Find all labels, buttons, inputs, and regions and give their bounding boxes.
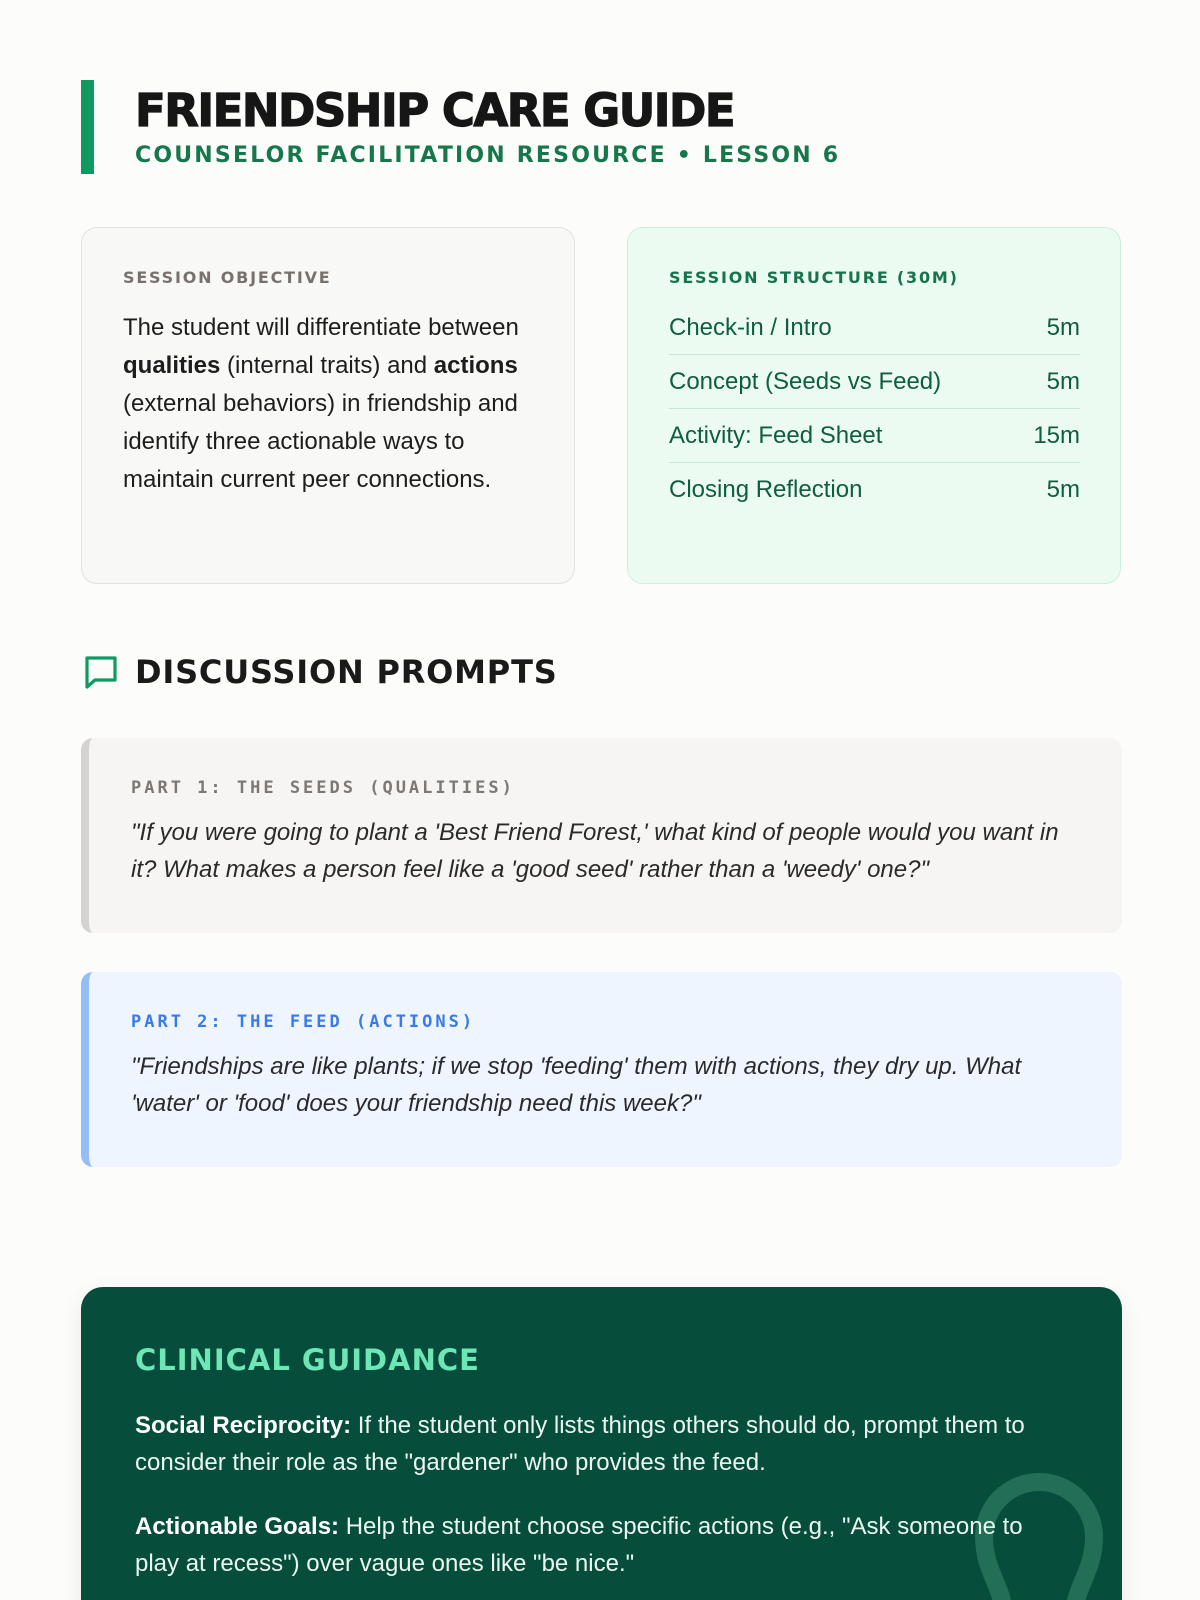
discussion-prompts-title: DISCUSSION PROMPTS xyxy=(135,653,558,691)
structure-row xyxy=(669,301,1080,355)
objective-text-part: The student will differentiate between xyxy=(123,314,519,341)
structure-row-name: Closing Reflection xyxy=(669,476,863,503)
structure-row-name: Check-in / Intro xyxy=(669,313,832,341)
structure-row-name: Concept (Seeds vs Feed) xyxy=(669,367,942,395)
session-structure-card xyxy=(627,227,1121,584)
structure-row xyxy=(669,355,1080,409)
objective-bold-qualities: qualities xyxy=(123,352,221,379)
guidance-item-lead: Social Reciprocity: xyxy=(135,1412,352,1439)
session-structure-label: SESSION STRUCTURE (30M) xyxy=(669,268,959,287)
prompt-label: PART 2: THE FEED (ACTIONS) xyxy=(131,1012,476,1032)
structure-row-duration: 5m xyxy=(1046,367,1080,395)
page-title: FRIENDSHIP CARE GUIDE xyxy=(135,84,735,137)
objective-bold-actions: actions xyxy=(433,352,518,379)
prompt-text: "If you were going to plant a 'Best Friend Forest,' what kind of people would you want in it? What makes a person feel like a 'good seed' rather than a 'weedy' one?" xyxy=(131,819,1059,883)
structure-row-duration: 5m xyxy=(1046,476,1080,503)
guidance-item-text: If the student only lists things others should do, prompt them to consider their role as the "gardener" who provides the feed. xyxy=(135,1412,1025,1476)
structure-row-duration: 15m xyxy=(1033,421,1080,449)
guidance-item-text: Help the student choose specific actions (e.g., "Ask someone to play at recess") over vague ones like "be nice." xyxy=(135,1513,1023,1577)
clinical-guidance-panel xyxy=(81,1287,1122,1600)
discussion-prompts-heading xyxy=(81,652,558,692)
session-objective-label: SESSION OBJECTIVE xyxy=(123,268,332,287)
page-header xyxy=(81,80,840,174)
discussion-prompt-1 xyxy=(81,738,1122,933)
guidance-item xyxy=(135,1508,1068,1582)
structure-row-duration: 5m xyxy=(1046,313,1080,341)
prompt-label: PART 1: THE SEEDS (QUALITIES) xyxy=(131,778,515,798)
chat-bubble-icon xyxy=(81,652,121,692)
session-objective-text xyxy=(123,309,534,499)
structure-row xyxy=(669,463,1080,517)
objective-text-part: (external behaviors) in friendship and identify three actionable ways to maintain current peer connections. xyxy=(123,390,518,493)
structure-row-name: Activity: Feed Sheet xyxy=(669,421,883,449)
guidance-item-lead: Actionable Goals: xyxy=(135,1513,340,1540)
clinical-guidance-title: CLINICAL GUIDANCE xyxy=(135,1343,480,1377)
discussion-prompt-2 xyxy=(81,972,1122,1167)
page-subtitle: COUNSELOR FACILITATION RESOURCE • LESSON 6 xyxy=(135,143,841,168)
objective-text-part: (internal traits) and xyxy=(220,352,434,379)
prompt-text: "Friendships are like plants; if we stop 'feeding' them with actions, they dry up. What 'water' or 'food' does your friendship need this week?" xyxy=(131,1053,1022,1117)
structure-row xyxy=(669,409,1080,463)
guidance-item xyxy=(135,1407,1068,1481)
session-objective-card xyxy=(81,227,575,584)
